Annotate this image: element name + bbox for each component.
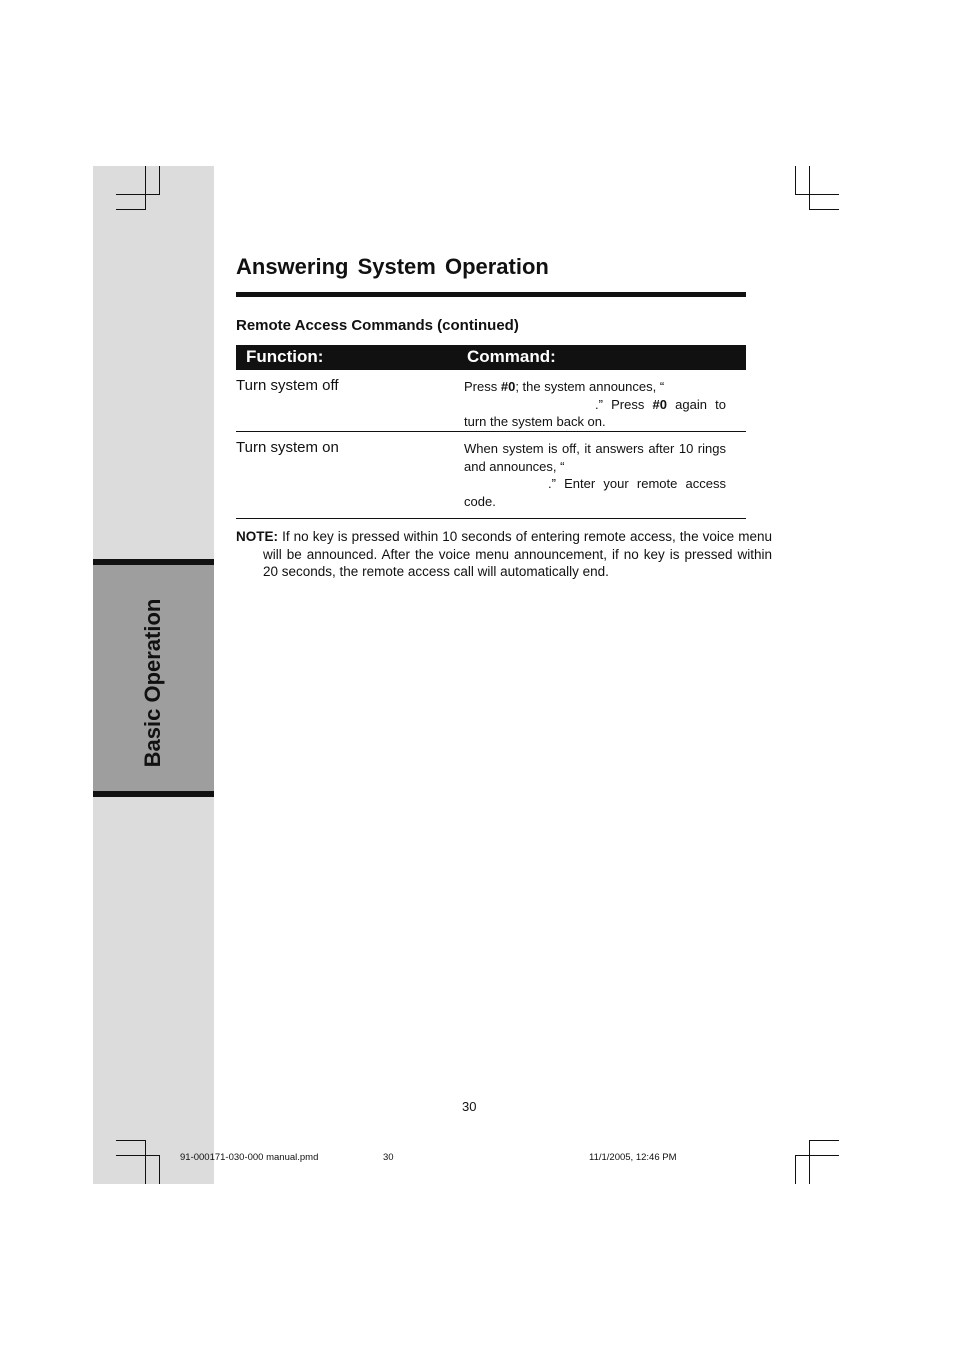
command-text: .” Press <box>595 396 653 412</box>
command-cell <box>464 432 726 517</box>
key-code: #0 <box>652 396 667 412</box>
command-text: ; the system announces, “ <box>515 379 665 394</box>
command-text: again to turn the system back on. <box>464 396 726 429</box>
note-label: NOTE: <box>236 529 278 544</box>
page-number: 30 <box>462 1099 477 1114</box>
command-cell <box>464 370 726 438</box>
command-text: .” Enter your remote access code. <box>464 476 726 509</box>
section-tab <box>93 559 214 797</box>
key-code: #0 <box>500 379 516 394</box>
function-cell: Turn system off <box>236 377 339 394</box>
command-text: When system is off, it answers after 10 rings and announces, “ <box>464 441 726 474</box>
header-function: Function: <box>246 347 324 366</box>
header-command: Command: <box>467 347 556 366</box>
function-cell: Turn system on <box>236 439 339 456</box>
note-paragraph <box>236 528 772 581</box>
section-tab-label: Basic Operation <box>140 598 165 768</box>
footer-timestamp: 11/1/2005, 12:46 PM <box>589 1152 677 1163</box>
title-rule <box>236 292 746 297</box>
footer-page: 30 <box>383 1152 394 1163</box>
command-text: Press <box>464 379 501 394</box>
table-header <box>236 345 746 370</box>
commands-table <box>236 345 746 519</box>
footer-file: 91-000171-030-000 manual.pmd <box>180 1152 319 1163</box>
section-heading: Remote Access Commands (continued) <box>236 317 519 334</box>
note-text: If no key is pressed within 10 seconds of entering remote access, the voice menu will be announced. After the voice menu announcement, if no key is pressed within 20 seconds, the remote access call will automatically end. <box>263 529 772 579</box>
page-title: Answering System Operation <box>236 254 549 279</box>
table-row <box>236 370 746 432</box>
table-row <box>236 432 746 519</box>
